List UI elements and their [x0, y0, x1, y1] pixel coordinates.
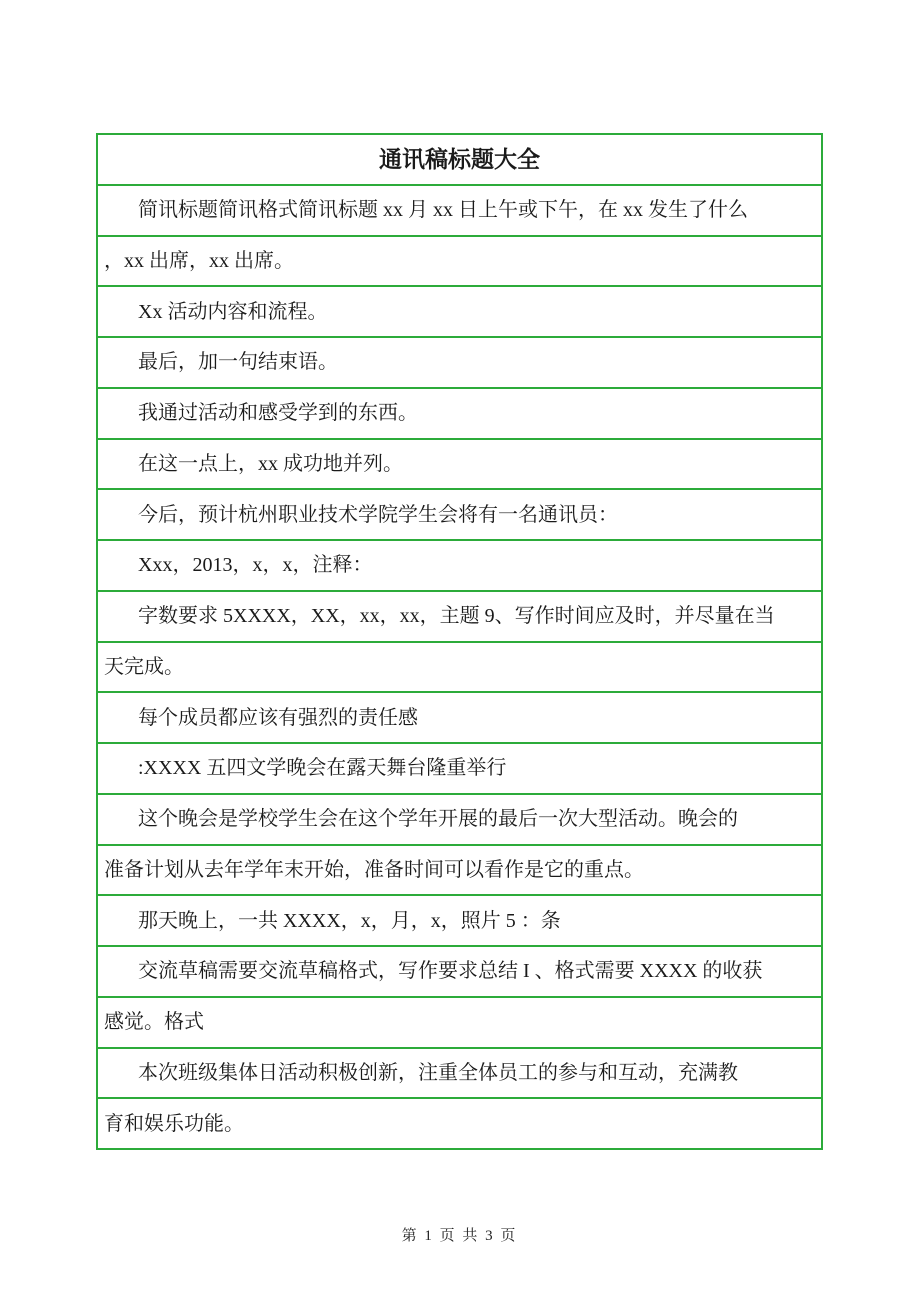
table-row — [98, 945, 821, 996]
table-row — [98, 235, 821, 286]
table-row — [98, 387, 821, 438]
table-row — [98, 336, 821, 387]
row-text: Xxx，2013，x，x，注释： — [138, 554, 373, 577]
page-number-label: 第 1 页 共 3 页 — [401, 1228, 518, 1244]
table-row — [98, 184, 821, 235]
row-text: 准备计划从去年学年末开始，准备时间可以看作是它的重点。 — [104, 858, 644, 881]
table-row — [98, 691, 821, 742]
row-text: 本次班级集体日活动积极创新，注重全体员工的参与和互动，充满教 — [138, 1061, 738, 1084]
table-row — [98, 539, 821, 590]
row-text: 那天晚上，一共 XXXX，x，月，x，照片 5 ：条 — [138, 909, 561, 932]
row-text: 感觉。格式 — [104, 1011, 204, 1034]
table-row — [98, 285, 821, 336]
table-row — [98, 894, 821, 945]
row-text: 这个晚会是学校学生会在这个学年开展的最后一次大型活动。晚会的 — [138, 808, 738, 831]
table-row — [98, 996, 821, 1047]
table-row — [98, 641, 821, 692]
table-row — [98, 488, 821, 539]
row-text: 最后，加一句结束语。 — [138, 351, 338, 374]
document-table — [96, 133, 823, 1150]
row-text: :XXXX 五四文学晚会在露天舞台隆重举行 — [138, 757, 507, 780]
row-text: 天完成。 — [104, 655, 184, 678]
row-text: ，xx 出席，xx 出席。 — [104, 249, 294, 272]
row-text: 在这一点上，xx 成功地并列。 — [138, 452, 403, 475]
table-row — [98, 1097, 821, 1148]
document-title-row — [98, 135, 821, 184]
page-footer — [96, 1224, 823, 1245]
table-row — [98, 742, 821, 793]
row-text: Xx 活动内容和流程。 — [138, 300, 328, 323]
table-row — [98, 844, 821, 895]
table-row — [98, 1047, 821, 1098]
table-row — [98, 793, 821, 844]
row-text: 每个成员都应该有强烈的责任感 — [138, 706, 418, 729]
table-row — [98, 438, 821, 489]
page-title: 通讯稿标题大全 — [379, 146, 540, 172]
row-text: 育和娱乐功能。 — [104, 1112, 244, 1135]
row-text: 简讯标题简讯格式简讯标题 xx 月 xx 日上午或下午，在 xx 发生了什么 — [138, 199, 748, 222]
row-text: 字数要求 5XXXX，XX，xx，xx，主题 9、写作时间应及时，并尽量在当 — [138, 605, 775, 628]
row-text: 交流草稿需要交流草稿格式，写作要求总结 I 、格式需要 XXXX 的收获 — [138, 960, 763, 983]
table-row — [98, 590, 821, 641]
row-text: 我通过活动和感受学到的东西。 — [138, 402, 418, 425]
row-text: 今后，预计杭州职业技术学院学生会将有一名通讯员： — [138, 503, 618, 526]
